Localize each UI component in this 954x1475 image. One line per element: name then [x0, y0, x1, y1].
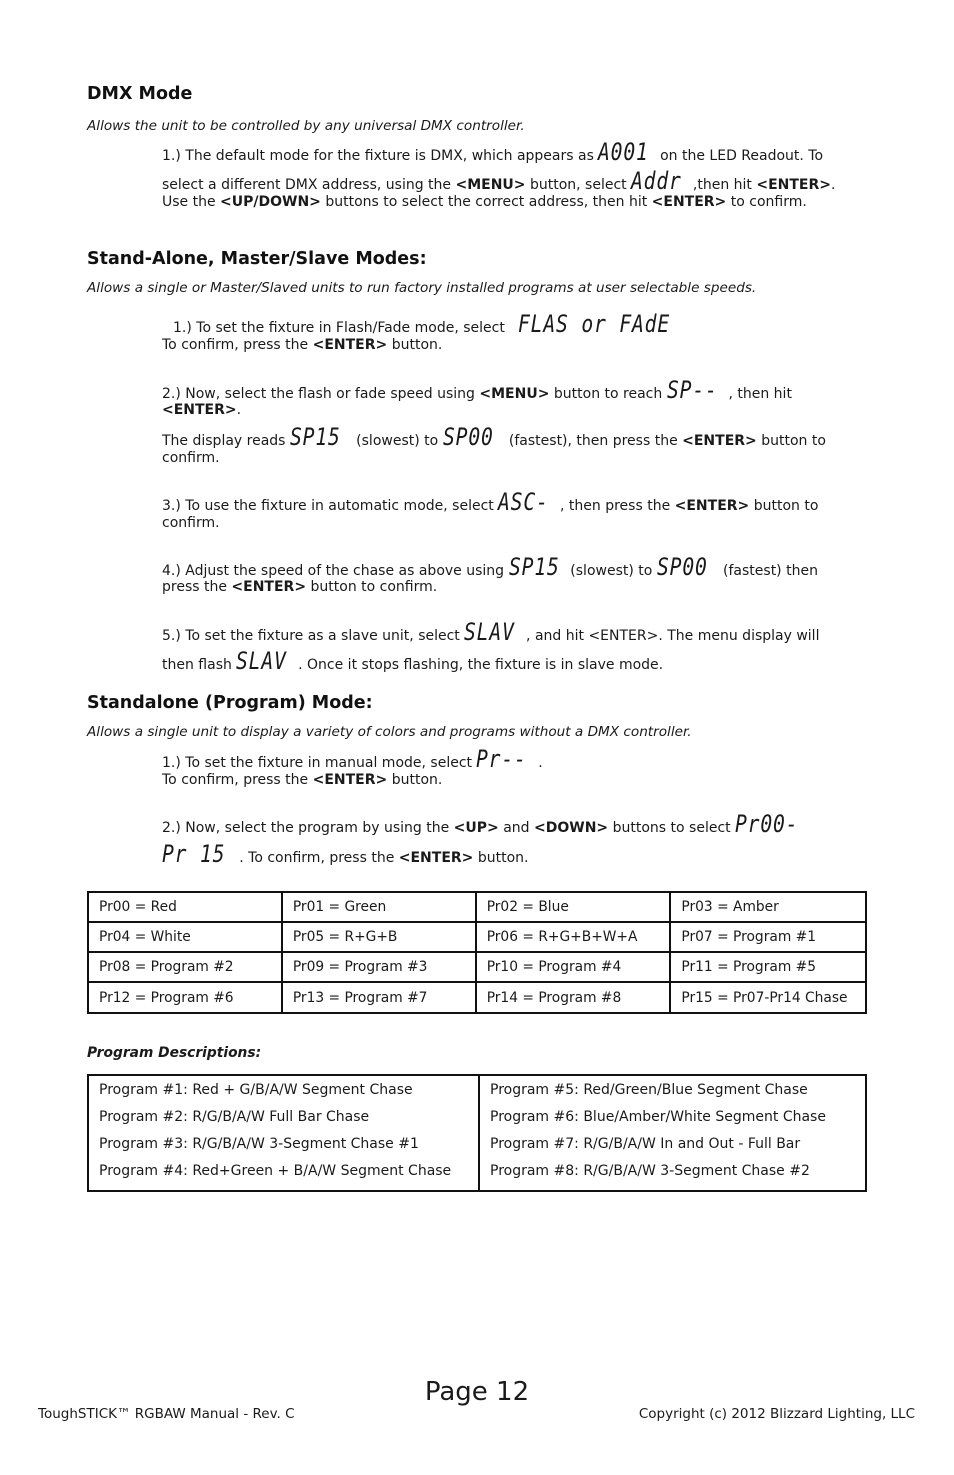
program-description-item: Program #7: R/G/B/A/W In and Out - Full Bar: [490, 1136, 801, 1152]
prog-step-1-line-2: To confirm, press the <ENTER> button.: [162, 772, 443, 788]
standalone-program-description: Allows a single unit to display a variety of colors and programs without a DMX controller.: [87, 724, 692, 740]
table-cell: Pr12 = Program #6: [88, 982, 282, 1013]
dmx-step-1-line-1: 1.) The default mode for the fixture is DMX, which appears as A001 on the LED Readout. To: [162, 138, 824, 166]
program-description-item: Program #5: Red/Green/Blue Segment Chase: [490, 1082, 808, 1098]
table-cell: Pr07 = Program #1: [670, 922, 866, 952]
ms-step-2-line-3: The display reads SP15 (slowest) to SP00 (fastest), then press the <ENTER> button to: [162, 423, 826, 451]
lcd-readout-asc: ASC-: [498, 488, 549, 516]
standalone-master-slave-heading: Stand-Alone, Master/Slave Modes:: [87, 249, 427, 269]
table-cell: Pr15 = Pr07-Pr14 Chase: [670, 982, 866, 1013]
ms-step-5-line-2: then flash SLAV . Once it stops flashing, the fixture is in slave mode.: [162, 647, 664, 675]
table-cell: Pr05 = R+G+B: [282, 922, 476, 952]
ms-step-4-line-1: 4.) Adjust the speed of the chase as above using SP15 (slowest) to SP00 (fastest) then: [162, 553, 818, 581]
program-description-item: Program #3: R/G/B/A/W 3-Segment Chase #1: [99, 1136, 419, 1152]
lcd-readout-pr00: Pr00-: [735, 810, 799, 838]
ms-step-5-line-1: 5.) To set the fixture as a slave unit, select SLAV , and hit <ENTER>. The menu display will: [162, 618, 820, 646]
table-cell: Pr00 = Red: [88, 892, 282, 922]
dmx-mode-heading: DMX Mode: [87, 84, 193, 104]
table-row: [88, 982, 866, 1013]
lcd-readout-sp15: SP15: [508, 553, 560, 581]
prog-step-2-line-1: 2.) Now, select the program by using the <UP> and <DOWN> buttons to select Pr00-: [162, 810, 799, 838]
lcd-readout-sp: SP--: [666, 376, 718, 404]
table-row: [88, 922, 866, 952]
program-description-item: Program #1: Red + G/B/A/W Segment Chase: [99, 1082, 413, 1098]
table-cell: Pr11 = Program #5: [670, 952, 866, 982]
standalone-master-slave-description: Allows a single or Master/Slaved units to run factory installed programs at user selectable speeds.: [87, 280, 757, 296]
table-cell: Pr02 = Blue: [476, 892, 671, 922]
lcd-readout-sp00: SP00: [442, 423, 494, 451]
table-cell: Pr04 = White: [88, 922, 282, 952]
standalone-program-heading: Standalone (Program) Mode:: [87, 693, 373, 713]
lcd-readout-sp15: SP15: [289, 423, 341, 451]
ms-step-1-line-1: 1.) To set the fixture in Flash/Fade mode, select FLAS or FAdE: [173, 310, 671, 338]
footer-copyright: Copyright (c) 2012 Blizzard Lighting, LLC: [638, 1406, 915, 1422]
prog-step-1-line-1: 1.) To set the fixture in manual mode, select Pr-- .: [162, 745, 543, 773]
table-row: [88, 952, 866, 982]
footer-manual-title: ToughSTICK™ RGBAW Manual - Rev. C: [38, 1406, 295, 1422]
program-description-item: Program #8: R/G/B/A/W 3-Segment Chase #2: [490, 1163, 810, 1179]
program-table: [87, 891, 867, 1014]
lcd-readout-pr: Pr--: [476, 745, 528, 773]
program-description-item: Program #2: R/G/B/A/W Full Bar Chase: [99, 1109, 370, 1125]
ms-step-4-line-2: press the <ENTER> button to confirm.: [162, 579, 438, 595]
ms-step-2-line-2: <ENTER>.: [162, 402, 242, 418]
lcd-readout-addr: Addr: [631, 167, 682, 195]
lcd-readout-a001: A001: [598, 138, 649, 166]
lcd-readout-flas-or-fade: FLAS or FAdE: [518, 310, 671, 338]
program-descriptions-heading: Program Descriptions:: [87, 1045, 262, 1061]
table-cell: Pr09 = Program #3: [282, 952, 476, 982]
page-number: Page 12: [424, 1377, 530, 1407]
table-cell: Pr08 = Program #2: [88, 952, 282, 982]
dmx-step-1-line-2: select a different DMX address, using the <MENU> button, select Addr ,then hit <ENTER>.: [162, 167, 836, 195]
table-cell: Pr01 = Green: [282, 892, 476, 922]
table-cell: Pr10 = Program #4: [476, 952, 671, 982]
lcd-readout-slav: SLAV: [236, 647, 288, 675]
prog-step-2-line-2: Pr 15 . To confirm, press the <ENTER> button.: [162, 840, 529, 868]
program-descriptions-table: [87, 1074, 867, 1192]
program-description-item: Program #4: Red+Green + B/A/W Segment Chase: [99, 1163, 452, 1179]
table-cell: Pr06 = R+G+B+W+A: [476, 922, 671, 952]
table-cell: Pr13 = Program #7: [282, 982, 476, 1013]
table-row: [88, 892, 866, 922]
dmx-step-1-line-3: Use the <UP/DOWN> buttons to select the correct address, then hit <ENTER> to confirm.: [162, 194, 807, 210]
program-description-item: Program #6: Blue/Amber/White Segment Chase: [490, 1109, 826, 1125]
program-descriptions-left-column: [88, 1075, 479, 1191]
dmx-mode-description: Allows the unit to be controlled by any universal DMX controller.: [87, 118, 525, 134]
lcd-readout-sp00: SP00: [656, 553, 708, 581]
table-cell: Pr14 = Program #8: [476, 982, 671, 1013]
lcd-readout-slav: SLAV: [464, 618, 515, 646]
table-cell: Pr03 = Amber: [670, 892, 866, 922]
ms-step-1-line-2: To confirm, press the <ENTER> button.: [162, 337, 443, 353]
ms-step-3-line-1: 3.) To use the fixture in automatic mode, select ASC- , then press the <ENTER> button to: [162, 488, 819, 516]
ms-step-3-line-2: confirm.: [162, 515, 220, 531]
program-descriptions-right-column: [479, 1075, 866, 1191]
lcd-readout-pr15: Pr 15: [162, 840, 226, 868]
ms-step-2-line-1: 2.) Now, select the flash or fade speed using <MENU> button to reach SP-- , then hit: [162, 376, 792, 404]
ms-step-2-line-4: confirm.: [162, 450, 220, 466]
